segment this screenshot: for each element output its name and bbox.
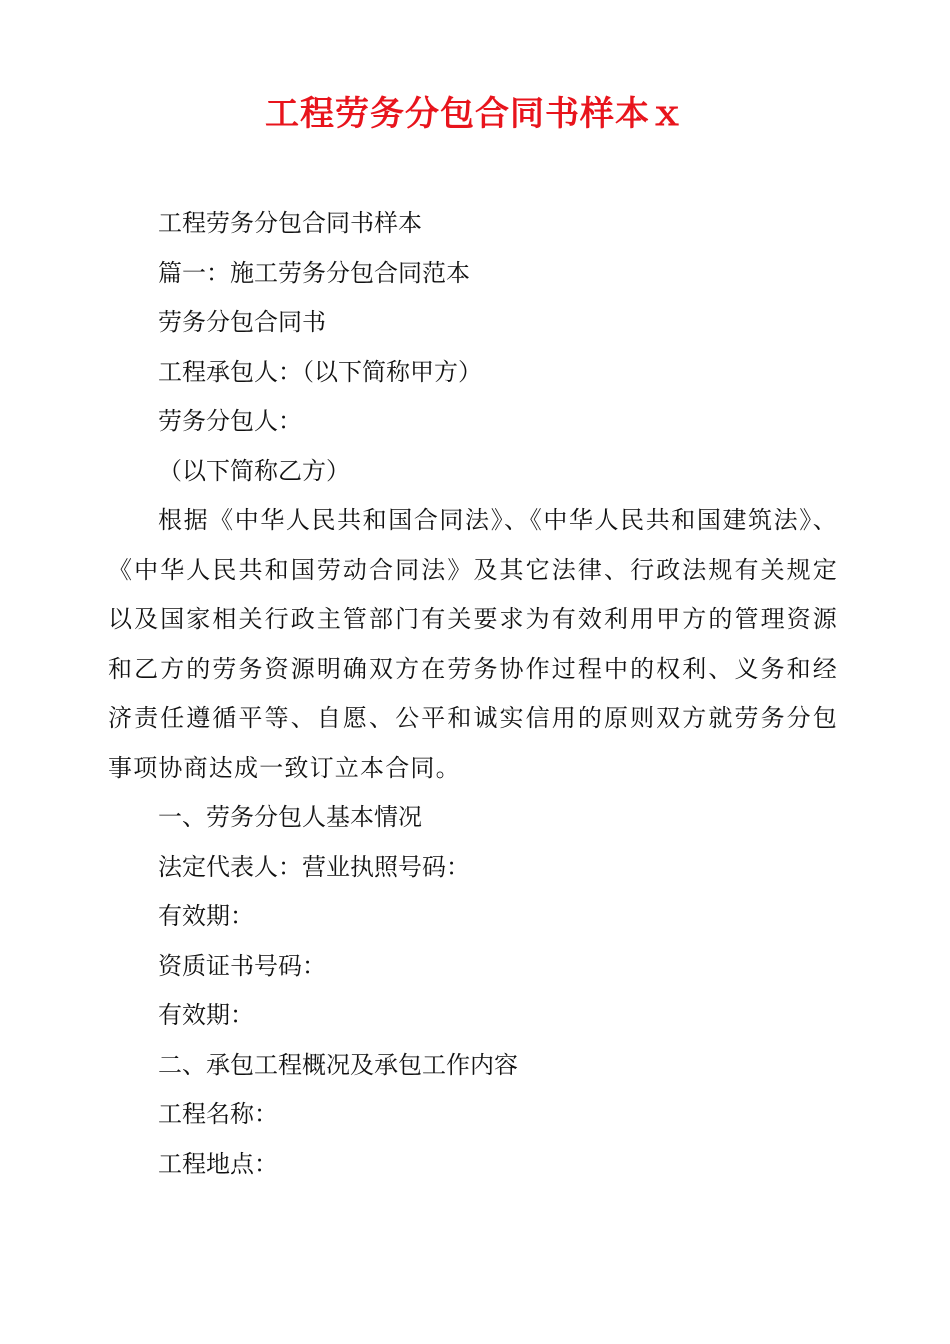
paragraph-chapter-heading: 篇一：施工劳务分包合同范本 xyxy=(158,258,470,287)
paragraph-subtitle: 工程劳务分包合同书样本 xyxy=(158,209,422,237)
section-heading-1: 一、劳务分包人基本情况 xyxy=(158,803,422,831)
section-heading-2: 二、承包工程概况及承包工作内容 xyxy=(158,1050,518,1079)
document-title: 工程劳务分包合同书样本ｘ xyxy=(265,94,685,134)
paragraph-validity-1: 有效期： xyxy=(158,902,254,930)
paragraph-legal-rep: 法定代表人：营业执照号码： xyxy=(158,852,470,881)
paragraph-project-location: 工程地点： xyxy=(158,1149,278,1178)
paragraph-validity-2: 有效期： xyxy=(158,1001,254,1029)
paragraph-preamble: 根据《中华人民共和国合同法》、《中华人民共和国建筑法》、《中华人民共和国劳动合同法》及其它法律、行政法规有关规定以及国家相关行政主管部门有关要求为有效利用甲方的管理资源和乙方的劳务资源明确双方在劳务协作过程中的权利、义务和经济责任遵循平等、自愿、公平和诚实信用的原则双方就劳务分包事项协商达成一致订立本合同。 xyxy=(108,506,838,782)
paragraph-party-b-note: （以下简称乙方） xyxy=(158,456,350,485)
paragraph-party-a: 工程承包人：（以下简称甲方） xyxy=(158,357,482,386)
paragraph-certificate-no: 资质证书号码： xyxy=(158,951,326,980)
paragraph-party-b: 劳务分包人： xyxy=(158,407,302,435)
paragraph-contract-name: 劳务分包合同书 xyxy=(158,308,326,336)
document-body xyxy=(108,199,838,1189)
paragraph-project-name: 工程名称： xyxy=(158,1100,278,1128)
